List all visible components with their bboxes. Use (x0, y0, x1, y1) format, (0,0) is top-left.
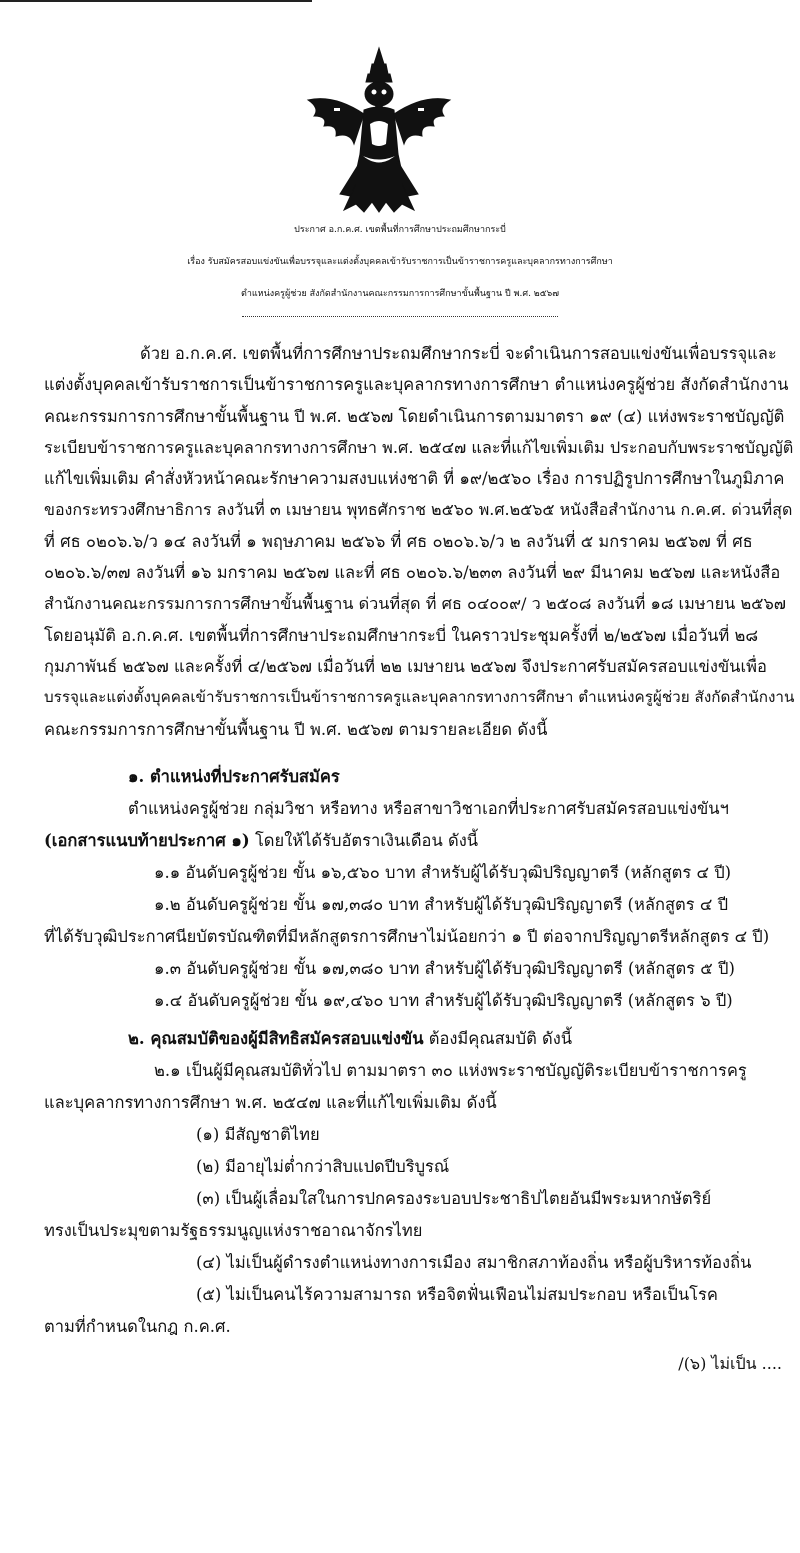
intro-line: คณะกรรมการการศึกษาขั้นพื้นฐาน ปี พ.ศ. ๒๕๖๗ โดยดำเนินการตามมาตรา ๑๙ (๔) แห่งพระราชบัญญัติ (44, 406, 785, 426)
section-2-title (128, 1028, 572, 1050)
salary-item-1: ๑.๑ อันดับครูผู้ช่วย ขั้น ๑๖,๕๖๐ บาท สำหรับผู้ได้รับวุฒิปริญญาตรี (หลักสูตร ๔ ปี) (154, 863, 732, 882)
intro-line: ๐๒๐๖.๖/๓๗ ลงวันที่ ๑๖ มกราคม ๒๕๖๗ และที่ ศธ ๐๒๐๖.๖/๒๓๓ ลงวันที่ ๒๙ มีนาคม ๒๕๖๗ และหนังสือ (44, 563, 781, 583)
section-1-desc: ตำแหน่งครูผู้ช่วย กลุ่มวิชา หรือทาง หรือสาขาวิชาเอกที่ประกาศรับสมัครสอบแข่งขันฯ (128, 799, 729, 818)
qualification-3: (๓) เป็นผู้เลื่อมใสในการปกครองระบอบประชาธิปไตยอันมีพระมหากษัตริย์ (196, 1189, 712, 1208)
qualification-2: (๒) มีอายุไม่ต่ำกว่าสิบแปดปีบริบูรณ์ (196, 1157, 450, 1176)
dotted-separator (242, 316, 558, 317)
intro-line: ของกระทรวงศึกษาธิการ ลงวันที่ ๓ เมษายน พุทธศักราช ๒๕๖๐ พ.ศ.๒๕๖๕ หนังสือสำนักงาน ก.ค.ศ. ด่วนที่สุด (44, 500, 793, 520)
qualification-5-cont: ตามที่กำหนดในกฎ ก.ค.ศ. (44, 1317, 231, 1336)
qualification-1: (๑) มีสัญชาติไทย (196, 1125, 320, 1144)
qualification-5: (๕) ไม่เป็นคนไร้ความสามารถ หรือจิตฟั่นเฟือนไม่สมประกอบ หรือเป็นโรค (196, 1285, 718, 1304)
salary-item-2-cont: ที่ได้รับวุฒิประกาศนียบัตรบัณฑิตที่มีหลักสูตรการศึกษาไม่น้อยกว่า ๑ ปี ต่อจากปริญญาตรีหลักสูตร ๔ ปี) (44, 927, 770, 946)
intro-line: บรรจุและแต่งตั้งบุคคลเข้ารับราชการเป็นข้าราชการครูและบุคลากรทางการศึกษา ตำแหน่งครูผู้ช่วย สังกัดสำนักงาน (44, 688, 795, 707)
intro-line: ระเบียบข้าราชการครูและบุคลากรทางการศึกษา พ.ศ. ๒๕๔๗ และที่แก้ไขเพิ่มเติม ประกอบกับพระราชบัญญัติ (44, 437, 794, 457)
section-2-1: ๒.๑ เป็นผู้มีคุณสมบัติทั่วไป ตามมาตรา ๓๐ แห่งพระราชบัญญัติระเบียบข้าราชการครู (154, 1061, 747, 1080)
garuda-emblem-icon (294, 44, 464, 214)
intro-line: แต่งตั้งบุคคลเข้ารับราชการเป็นข้าราชการครูและบุคลากรทางการศึกษา ตำแหน่งครูผู้ช่วย สังกัดสำนักงาน (44, 375, 789, 395)
qualification-4: (๔) ไม่เป็นผู้ดำรงตำแหน่งทางการเมือง สมาชิกสภาท้องถิ่น หรือผู้บริหารท้องถิ่น (196, 1253, 752, 1272)
intro-line: ด้วย อ.ก.ค.ศ. เขตพื้นที่การศึกษาประถมศึกษากระบี่ จะดำเนินการสอบแข่งขันเพื่อบรรจุและ (140, 344, 777, 363)
salary-item-3: ๑.๓ อันดับครูผู้ช่วย ขั้น ๑๗,๓๘๐ บาท สำหรับผู้ได้รับวุฒิปริญญาตรี (หลักสูตร ๕ ปี) (154, 959, 735, 978)
announcement-subject: เรื่อง รับสมัครสอบแข่งขันเพื่อบรรจุและแต่งตั้งบุคคลเข้ารับราชการเป็นข้าราชการครูและบุคลากรทางการศึกษา (187, 257, 613, 267)
salary-item-2: ๑.๒ อันดับครูผู้ช่วย ขั้น ๑๗,๓๘๐ บาท สำหรับผู้ได้รับวุฒิปริญญาตรี (หลักสูตร ๔ ปี (154, 895, 729, 914)
intro-line: คณะกรรมการการศึกษาขั้นพื้นฐาน ปี พ.ศ. ๒๕๖๗ ตามรายละเอียด ดังนี้ (44, 719, 548, 739)
intro-line: แก้ไขเพิ่มเติม คำสั่งหัวหน้าคณะรักษาความสงบแห่งชาติ ที่ ๑๙/๒๕๖๐ เรื่อง การปฏิรูปการศึกษาในภูมิภาค (44, 469, 785, 489)
announcement-title: ประกาศ อ.ก.ค.ศ. เขตพื้นที่การศึกษาประถมศึกษากระบี่ (294, 225, 506, 235)
section-2-1-cont: และบุคลากรทางการศึกษา พ.ศ. ๒๕๔๗ และที่แก้ไขเพิ่มเติม ดังนี้ (44, 1093, 497, 1112)
top-rule (0, 0, 312, 2)
section-1-desc-2 (44, 830, 478, 852)
continuation-note: /(๖) ไม่เป็น .... (678, 1354, 782, 1373)
section-2-title-rest: ต้องมีคุณสมบัติ ดังนี้ (423, 1029, 573, 1048)
intro-line: กุมภาพันธ์ ๒๕๖๗ และครั้งที่ ๔/๒๕๖๗ เมื่อวันที่ ๒๒ เมษายน ๒๕๖๗ จึงประกาศรับสมัครสอบแข่งขันเพื่อ (44, 656, 767, 676)
salary-item-4: ๑.๔ อันดับครูผู้ช่วย ขั้น ๑๙,๔๖๐ บาท สำหรับผู้ได้รับวุฒิปริญญาตรี (หลักสูตร ๖ ปี) (154, 991, 733, 1010)
intro-paragraph (44, 338, 796, 745)
attachment-ref: (เอกสารแนบท้ายประกาศ ๑) (44, 831, 250, 850)
qualification-3-cont: ทรงเป็นประมุขตามรัฐธรรมนูญแห่งราชอาณาจักรไทย (44, 1221, 423, 1240)
intro-line: ที่ ศธ ๐๒๐๖.๖/ว ๑๔ ลงวันที่ ๑ พฤษภาคม ๒๕๖๖ ที่ ศธ ๐๒๐๖.๖/ว ๒ ลงวันที่ ๕ มกราคม ๒๕๖๗ ที่ ศธ (44, 531, 753, 551)
intro-line: สำนักงานคณะกรรมการการศึกษาขั้นพื้นฐาน ด่วนที่สุด ที่ ศธ ๐๔๐๐๙/ ว ๒๕๐๘ ลงวันที่ ๑๘ เมษายน ๒๕๖๗ (44, 594, 787, 614)
announcement-position: ตำแหน่งครูผู้ช่วย สังกัดสำนักงานคณะกรรมการการศึกษาขั้นพื้นฐาน ปี พ.ศ. ๒๕๖๗ (240, 289, 560, 299)
section-1-desc-2-rest: โดยให้ได้รับอัตราเงินเดือน ดังนี้ (249, 831, 479, 850)
intro-line: โดยอนุมัติ อ.ก.ค.ศ. เขตพื้นที่การศึกษาประถมศึกษากระบี่ ในคราวประชุมครั้งที่ ๒/๒๕๖๗ เมื่อวันที่ ๒๘ (44, 625, 759, 645)
section-2-title-bold: ๒. คุณสมบัติของผู้มีสิทธิสมัครสอบแข่งขัน (128, 1029, 424, 1048)
section-1-title: ๑. ตำแหน่งที่ประกาศรับสมัคร (128, 767, 340, 786)
